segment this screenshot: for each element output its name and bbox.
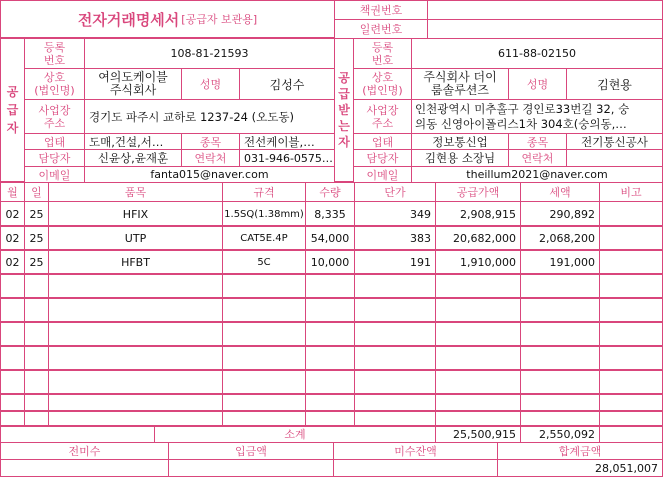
- supplier-name-label: 성명: [181, 68, 240, 100]
- cell-day: [24, 273, 49, 299]
- cell-note: [599, 297, 663, 323]
- col-unitprice-header: 단가: [354, 182, 436, 202]
- cell-note: [599, 345, 663, 371]
- cell-item: [48, 321, 223, 347]
- supplier-bizitem-label: 종목: [181, 133, 240, 150]
- cell-qty: 54,000: [305, 225, 355, 251]
- cell-day: [24, 345, 49, 371]
- receiver-address: 인천광역시 미추홀구 경인로33번길 32, 숭 의동 신영아이폴리스1차 304호(숭의동,…: [411, 99, 663, 134]
- cell-spec: [222, 321, 306, 347]
- cell-spec: CAT5E.4P: [222, 225, 306, 251]
- cell-unit-price: 191: [354, 249, 436, 275]
- cell-day: 25: [24, 225, 49, 251]
- cell-unit-price: 383: [354, 225, 436, 251]
- cell-item: UTP: [48, 225, 223, 251]
- col-tax-header: 세액: [520, 182, 600, 202]
- unpaid-label: 전미수: [0, 442, 169, 460]
- receiver-name: 김현용: [566, 68, 663, 100]
- balance-value: [333, 459, 498, 477]
- cell-note: [599, 273, 663, 299]
- receiver-regno: 611-88-02150: [411, 38, 663, 69]
- cell-item: [48, 273, 223, 299]
- cell-qty: [305, 273, 355, 299]
- cell-tax: [520, 273, 600, 299]
- receiver-regno-label: 등록 번호: [353, 38, 412, 69]
- cell-day: [24, 369, 49, 395]
- cell-note: [599, 321, 663, 347]
- cell-item: [48, 345, 223, 371]
- subtotal-spacer-left: [0, 425, 155, 443]
- cell-tax: 2,068,200: [520, 225, 600, 251]
- book-no-value: [427, 0, 663, 20]
- cell-spec: 5C: [222, 249, 306, 275]
- cell-unit-price: [354, 369, 436, 395]
- col-supply-header: 공급가액: [435, 182, 521, 202]
- receiver-biztype-label: 업태: [353, 133, 412, 150]
- cell-note: [599, 225, 663, 251]
- cell-supply: [435, 273, 521, 299]
- serial-no-value: [427, 19, 663, 39]
- receiver-biztype: 정보통신업: [411, 133, 509, 150]
- cell-unit-price: [354, 297, 436, 323]
- cell-tax: 191,000: [520, 249, 600, 275]
- receiver-phone-label: 연락처: [508, 149, 567, 167]
- serial-no-label: 일련번호: [334, 19, 428, 39]
- receiver-manager: 김현용 소장님: [411, 149, 509, 167]
- col-day-header: 일: [24, 182, 49, 202]
- cell-tax: [520, 297, 600, 323]
- cell-qty: [305, 369, 355, 395]
- receiver-company: 주식회사 더이 룸솔루션즈: [411, 68, 509, 100]
- subtotal-note: [599, 425, 663, 443]
- cell-month: [0, 321, 25, 347]
- cell-qty: 10,000: [305, 249, 355, 275]
- supplier-biztype: 도매,건설,서…: [84, 133, 182, 150]
- supplier-address: 경기도 파주시 교하로 1237-24 (오도동): [84, 99, 335, 134]
- receiver-manager-label: 담당자: [353, 149, 412, 167]
- cell-day: 25: [24, 201, 49, 227]
- col-spec-header: 규격: [222, 182, 306, 202]
- cell-note: [599, 201, 663, 227]
- cell-day: 25: [24, 249, 49, 275]
- unpaid-value: [0, 459, 169, 477]
- supplier-phone: 031-946-0575…: [239, 149, 335, 167]
- supplier-bizitem: 전선케이블,…: [239, 133, 335, 150]
- total-value: 28,051,007: [497, 459, 663, 477]
- cell-month: [0, 345, 25, 371]
- subtotal-label: 소계: [154, 425, 436, 443]
- cell-tax: 290,892: [520, 201, 600, 227]
- receiver-phone: [566, 149, 663, 167]
- total-label: 합계금액: [497, 442, 663, 460]
- supplier-email: fanta015@naver.com: [84, 166, 335, 183]
- document-subtitle: [공급자 보관용]: [181, 13, 258, 26]
- receiver-address-label: 사업장 주소: [353, 99, 412, 134]
- cell-month: [0, 273, 25, 299]
- supplier-name: 김성수: [239, 68, 335, 100]
- cell-tax: [520, 369, 600, 395]
- document-title: 전자거래명세서: [77, 10, 180, 29]
- cell-note: [599, 369, 663, 395]
- cell-spec: [222, 273, 306, 299]
- cell-item: HFBT: [48, 249, 223, 275]
- col-month-header: 월: [0, 182, 25, 202]
- supplier-company: 여의도케이블 주식회사: [84, 68, 182, 100]
- cell-month: [0, 369, 25, 395]
- receiver-email: theillum2021@naver.com: [411, 166, 663, 183]
- cell-note: [599, 249, 663, 275]
- cell-unit-price: [354, 321, 436, 347]
- supplier-regno: 108-81-21593: [84, 38, 335, 69]
- supplier-regno-label: 등록 번호: [24, 38, 85, 69]
- cell-unit-price: 349: [354, 201, 436, 227]
- col-note-header: 비고: [599, 182, 663, 202]
- receiver-bizitem-label: 종목: [508, 133, 567, 150]
- subtotal-tax: 2,550,092: [520, 425, 600, 443]
- deposit-label: 입금액: [168, 442, 334, 460]
- supplier-address-label: 사업장 주소: [24, 99, 85, 134]
- supplier-side-label: 공 급 자: [0, 38, 25, 182]
- col-qty-header: 수량: [305, 182, 355, 202]
- cell-supply: [435, 345, 521, 371]
- cell-spec: [222, 369, 306, 395]
- supplier-biztype-label: 업태: [24, 133, 85, 150]
- col-item-header: 품목: [48, 182, 223, 202]
- cell-spec: [222, 345, 306, 371]
- cell-supply: 2,908,915: [435, 201, 521, 227]
- cell-qty: [305, 321, 355, 347]
- cell-tax: [520, 321, 600, 347]
- cell-spec: 1.5SQ(1.38mm): [222, 201, 306, 227]
- cell-supply: 1,910,000: [435, 249, 521, 275]
- cell-qty: [305, 345, 355, 371]
- cell-month: 02: [0, 201, 25, 227]
- balance-label: 미수잔액: [333, 442, 498, 460]
- cell-month: 02: [0, 249, 25, 275]
- cell-day: [24, 321, 49, 347]
- cell-month: [0, 297, 25, 323]
- subtotal-supply: 25,500,915: [435, 425, 521, 443]
- cell-tax: [520, 345, 600, 371]
- receiver-side-label: 공 급 받 는 자: [334, 38, 354, 182]
- receiver-email-label: 이메일: [353, 166, 412, 183]
- cell-spec: [222, 297, 306, 323]
- cell-unit-price: [354, 345, 436, 371]
- book-no-label: 책권번호: [334, 0, 428, 20]
- supplier-company-label: 상호 (법인명): [24, 68, 85, 100]
- cell-supply: 20,682,000: [435, 225, 521, 251]
- cell-supply: [435, 297, 521, 323]
- cell-month: 02: [0, 225, 25, 251]
- cell-supply: [435, 369, 521, 395]
- supplier-manager-label: 담당자: [24, 149, 85, 167]
- cell-unit-price: [354, 273, 436, 299]
- title-cell: [0, 0, 335, 38]
- cell-day: [24, 297, 49, 323]
- cell-qty: 8,335: [305, 201, 355, 227]
- receiver-company-label: 상호 (법인명): [353, 68, 412, 100]
- receiver-name-label: 성명: [508, 68, 567, 100]
- cell-item: HFIX: [48, 201, 223, 227]
- receiver-bizitem: 전기통신공사: [566, 133, 663, 150]
- supplier-phone-label: 연락처: [181, 149, 240, 167]
- cell-supply: [435, 321, 521, 347]
- supplier-email-label: 이메일: [24, 166, 85, 183]
- cell-item: [48, 369, 223, 395]
- deposit-value: [168, 459, 334, 477]
- supplier-manager: 신윤상,윤재훈: [84, 149, 182, 167]
- cell-item: [48, 297, 223, 323]
- cell-qty: [305, 297, 355, 323]
